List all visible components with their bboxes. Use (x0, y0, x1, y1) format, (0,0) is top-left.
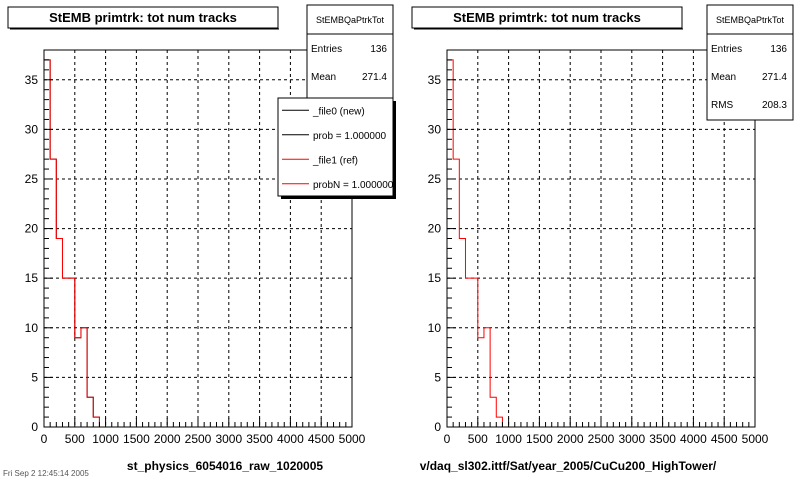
x-tick-label: 5000 (338, 432, 366, 446)
y-tick-label: 5 (434, 370, 441, 385)
y-tick-label: 20 (427, 221, 441, 236)
stats-value: 136 (370, 44, 387, 55)
legend-label: prob = 1.000000 (313, 130, 387, 142)
y-tick-label: 30 (24, 122, 38, 137)
x-tick-label: 4000 (277, 432, 304, 446)
y-tick-label: 25 (427, 171, 441, 186)
corner-timestamp: Fri Sep 2 12:45:14 2005 (3, 469, 89, 478)
y-tick-label: 20 (24, 221, 38, 236)
y-tick-label: 0 (31, 420, 38, 434)
legend-label: probN = 1.000000 (313, 179, 394, 191)
y-tick-label: 35 (24, 72, 38, 87)
x-tick-label: 2000 (153, 432, 181, 446)
y-tick-label: 5 (31, 370, 38, 385)
x-tick-label: 500 (64, 432, 85, 446)
legend-label: _file1 (ref) (313, 155, 359, 167)
legend (278, 98, 396, 199)
y-tick-label: 0 (434, 420, 441, 434)
stats-value: 271.4 (761, 72, 787, 83)
x-tick-label: 3000 (215, 432, 243, 446)
stats-name: StEMBQaPtrkTot (315, 15, 385, 25)
x-tick-label: 2500 (184, 432, 212, 446)
stats-value: 136 (770, 44, 787, 55)
stats-value: 208.3 (761, 100, 787, 111)
x-tick-label: 2500 (587, 432, 615, 446)
y-tick-label: 15 (24, 271, 38, 286)
y-tick-label: 10 (24, 320, 38, 335)
stats-label: Mean (711, 72, 737, 83)
y-tick-label: 35 (427, 72, 441, 87)
legend-label: _file0 (new) (313, 106, 365, 118)
x-tick-label: 3500 (246, 432, 273, 446)
stats-value: 271.4 (361, 72, 387, 83)
x-tick-label: 1500 (123, 432, 150, 446)
x-tick-label: 4000 (680, 432, 707, 446)
x-tick-label: 4500 (710, 432, 738, 446)
y-tick-label: 25 (24, 171, 38, 186)
x-tick-label: 3500 (649, 432, 676, 446)
y-tick-label: 15 (427, 271, 441, 286)
x-tick-label: 1500 (526, 432, 553, 446)
x-tick-label: 0 (40, 432, 48, 446)
chart-title: StEMB primtrk: tot num tracks (49, 10, 237, 25)
x-tick-label: 0 (443, 432, 451, 446)
x-tick-label: 4500 (307, 432, 335, 446)
chart-title: StEMB primtrk: tot num tracks (453, 10, 641, 25)
x-tick-label: 3000 (618, 432, 646, 446)
stats-name: StEMBQaPtrkTot (715, 15, 785, 25)
y-tick-label: 10 (427, 320, 441, 335)
stats-label: Entries (311, 44, 343, 55)
x-tick-label: 1000 (495, 432, 522, 446)
x-tick-label: 500 (467, 432, 488, 446)
x-tick-label: 5000 (741, 432, 769, 446)
x-tick-label: 2000 (556, 432, 584, 446)
stats-label: Mean (311, 72, 337, 83)
x-tick-label: 1000 (92, 432, 119, 446)
histogram-panel-2 (412, 5, 793, 473)
stats-label: Entries (711, 44, 743, 55)
x-axis-label: v/daq_sl302.ittf/Sat/year_2005/CuCu200_HighTower/ (419, 459, 717, 473)
histogram-panel-1 (8, 5, 396, 473)
x-axis-label: st_physics_6054016_raw_1020005 (126, 459, 324, 473)
stats-label: RMS (711, 100, 734, 111)
y-tick-label: 30 (427, 122, 441, 137)
